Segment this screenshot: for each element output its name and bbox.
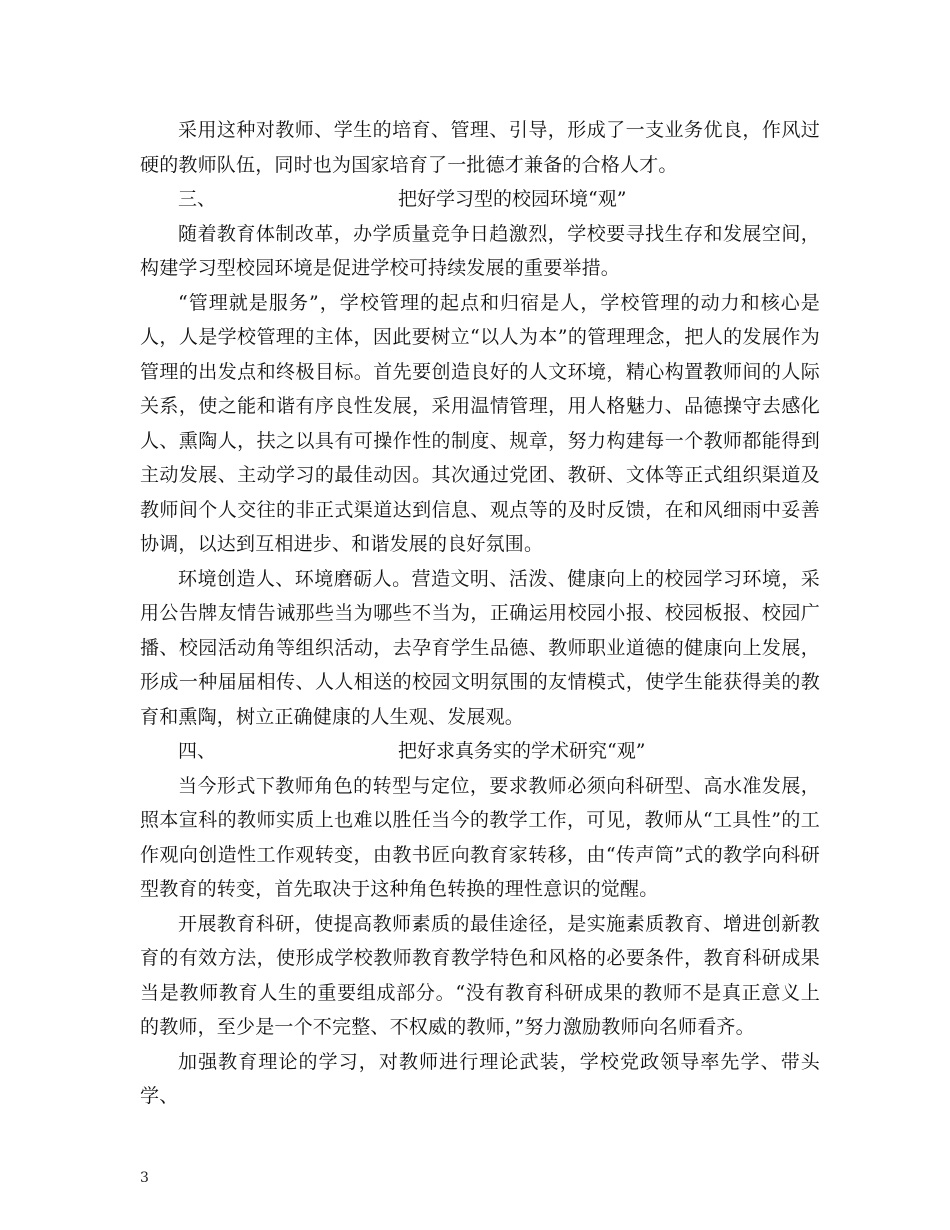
paragraph: 加强教育理论的学习，对教师进行理论武装，学校党政领导率先学、带头学、 bbox=[140, 1050, 820, 1107]
paragraph: 环境创造人、环境磨砺人。营造文明、活泼、健康向上的校园学习环境，采用公告牌友情告诫那些当为哪些不当为，正确运用校园小报、校园板报、校园广播、校园活动角等组织活动，去孕育学生品德、教师职业道德的健康向上发展，形成一种届届相传、人人相送的校园文明氛围的友情模式，使学生能获得美的教育和熏陶，树立正确健康的人生观、发展观。 bbox=[140, 567, 820, 728]
paragraph: “管理就是服务”，学校管理的起点和归宿是人，学校管理的动力和核心是人，人是学校管理的主体，因此要树立“以人为本”的管理理念，把人的发展作为管理的出发点和终极目标。首先要创造良好的人文环境，精心构置教师间的人际关系，使之能和谐有序良性发展，采用温情管理，用人格魅力、品德操守去感化人、熏陶人，扶之以具有可操作性的制度、规章，努力构建每一个教师都能得到主动发展、主动学习的最佳动因。其次通过党团、教研、文体等正式组织渠道及教师间个人交往的非正式渠道达到信息、观点等的及时反馈，在和风细雨中妥善协调，以达到互相进步、和谐发展的良好氛围。 bbox=[140, 291, 820, 555]
section-title: 把好学习型的校园环境“观” bbox=[398, 188, 627, 210]
section-heading-4 bbox=[140, 734, 820, 769]
section-heading-3 bbox=[140, 182, 820, 217]
paragraph: 开展教育科研，使提高教师素质的最佳途径，是实施素质教育、增进创新教育的有效方法，使形成学校教师教育教学特色和风格的必要条件，教育科研成果当是教师教育人生的重要组成部分。“没有教育科研成果的教师不是真正意义上的教师，至少是一个不完整、不权威的教师，”努力激励教师向名师看齐。 bbox=[140, 912, 820, 1038]
body-text bbox=[140, 113, 820, 1114]
section-title: 把好求真务实的学术研究“观” bbox=[398, 740, 646, 762]
paragraph: 随着教育体制改革，办学质量竞争日趋激烈，学校要寻找生存和发展空间，构建学习型校园环境是促进学校可持续发展的重要举措。 bbox=[140, 222, 820, 279]
paragraph: 当今形式下教师角色的转型与定位，要求教师必须向科研型、高水准发展，照本宣科的教师实质上也难以胜任当今的教学工作，可见，教师从“工具性”的工作观向创造性工作观转变，由教书匠向教育家转移，由“传声筒”式的教学向科研型教育的转变，首先取决于这种角色转换的理性意识的觉醒。 bbox=[140, 774, 820, 900]
page-number: 3 bbox=[140, 1170, 149, 1186]
section-number: 三、 bbox=[178, 188, 217, 210]
section-number: 四、 bbox=[178, 740, 217, 762]
paragraph: 采用这种对教师、学生的培育、管理、引导，形成了一支业务优良，作风过硬的教师队伍，同时也为国家培育了一批德才兼备的合格人才。 bbox=[140, 119, 820, 176]
